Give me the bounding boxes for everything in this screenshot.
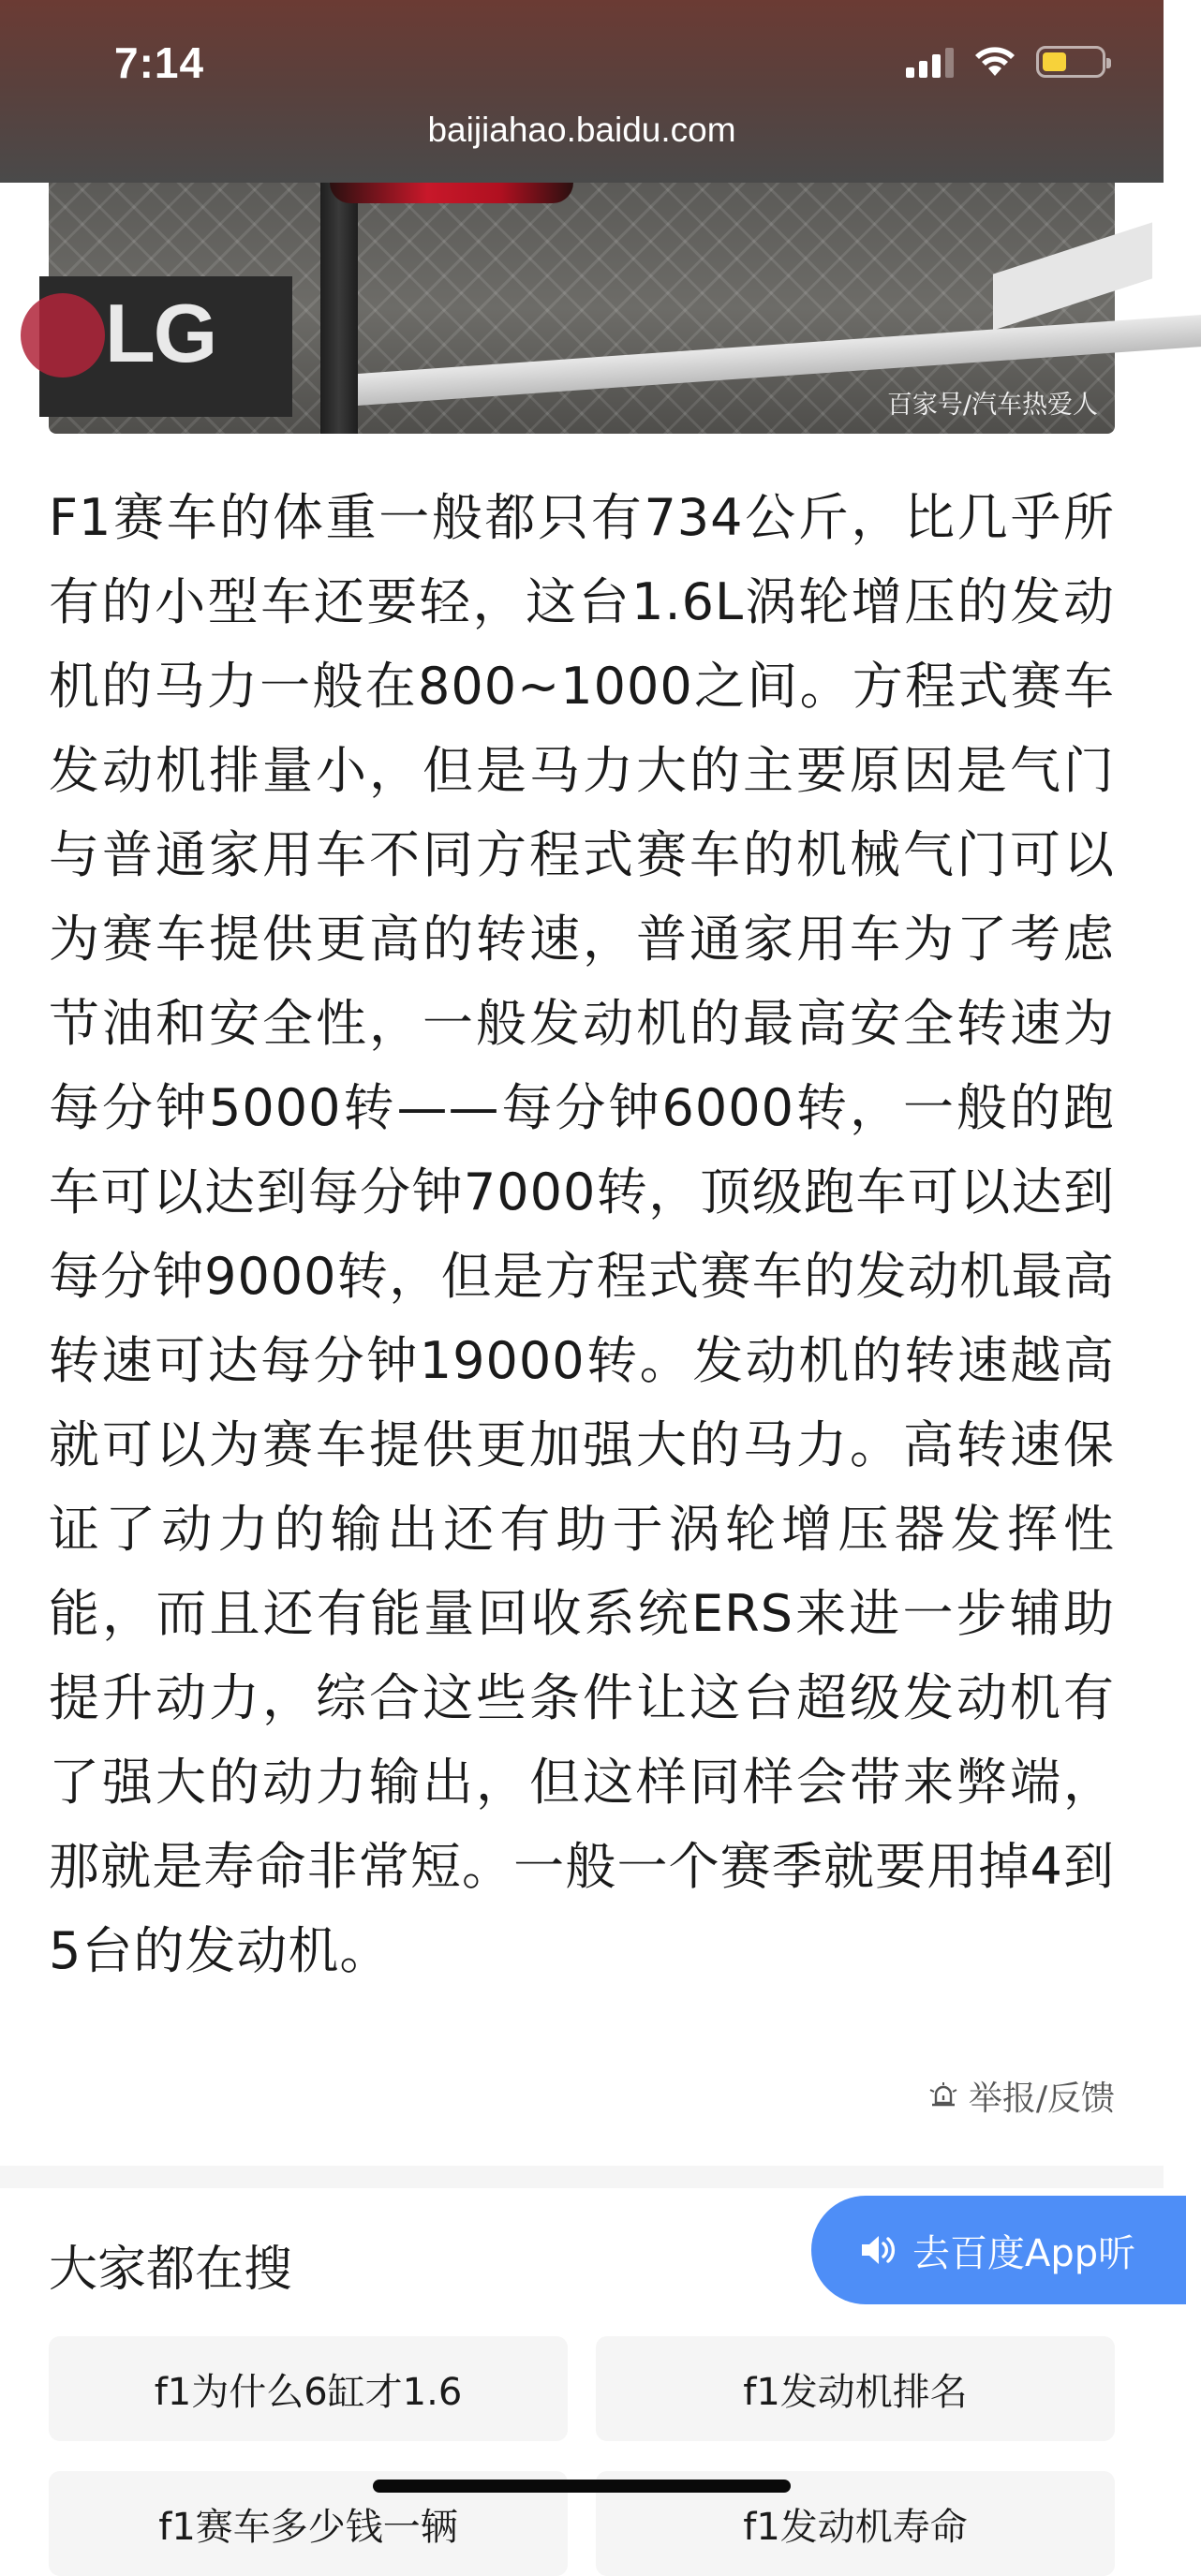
home-indicator[interactable] bbox=[373, 2480, 791, 2493]
address-bar-url[interactable]: baijiahao.baidu.com bbox=[427, 111, 736, 149]
report-bell-icon bbox=[927, 2080, 959, 2112]
related-search-chip[interactable]: f1发动机排名 bbox=[596, 2336, 1115, 2441]
hero-barrier bbox=[993, 222, 1152, 330]
related-search-chip[interactable]: f1为什么6缸才1.6 bbox=[49, 2336, 568, 2441]
related-search-chip[interactable]: f1发动机寿命 bbox=[596, 2471, 1115, 2576]
report-feedback-label: 举报/反馈 bbox=[968, 2080, 1115, 2118]
status-icons bbox=[906, 43, 1105, 81]
wifi-icon bbox=[974, 46, 1016, 78]
browser-top-bar bbox=[0, 0, 1164, 183]
status-time: 7:14 bbox=[114, 38, 205, 87]
hero-fence-post bbox=[320, 183, 358, 434]
hero-brand-text: LG bbox=[105, 287, 216, 379]
report-feedback-link[interactable] bbox=[927, 2072, 1115, 2120]
hero-race-car bbox=[330, 183, 573, 203]
lg-logo-icon bbox=[21, 293, 105, 378]
listen-in-baidu-app-button[interactable] bbox=[811, 2196, 1186, 2304]
related-search-title: 大家都在搜 bbox=[49, 2242, 293, 2298]
image-watermark-caption: 百家号/汽车热爱人 bbox=[886, 391, 1098, 420]
listen-button-label: 去百度App听 bbox=[912, 2231, 1136, 2275]
speaker-icon bbox=[856, 2228, 899, 2272]
article-body: F1赛车的体重一般都只有734公斤，比几乎所有的小型车还要轻，这台1.6L涡轮增压的发动机的马力一般在800~1000之间。方程式赛车发动机排量小，但是马力大的主要原因是气门与普通家用车不同方程式赛车的机械气门可以为赛车提供更高的转速，普通家用车为了考虑节油和安全性，一般发动机的最高安全转速为每分钟5000转——每分钟6000转，一般的跑车可以达到每分钟7000转，顶级跑车可以达到每分钟9000转，但是方程式赛车的发动机最高转速可达每分钟19000转。发动机的转速越高就可以为赛车提供更加强大的马力。高转速保证了动力的输出还有助于涡轮增压器发挥性能，而且还有能量回收系统ERS来进一步辅助提升动力，综合这些条件让这台超级发动机有了强大的动力输出，但这样同样会带来弊端，那就是寿命非常短。一般一个赛季就要用掉4到5台的发动机。 bbox=[49, 488, 1115, 1980]
battery-level bbox=[1043, 52, 1066, 71]
section-divider bbox=[0, 2166, 1164, 2188]
cellular-signal-icon bbox=[906, 46, 954, 78]
battery-icon bbox=[1036, 46, 1105, 78]
related-search-chip[interactable]: f1赛车多少钱一辆 bbox=[49, 2471, 568, 2576]
article-hero-image bbox=[49, 183, 1115, 434]
